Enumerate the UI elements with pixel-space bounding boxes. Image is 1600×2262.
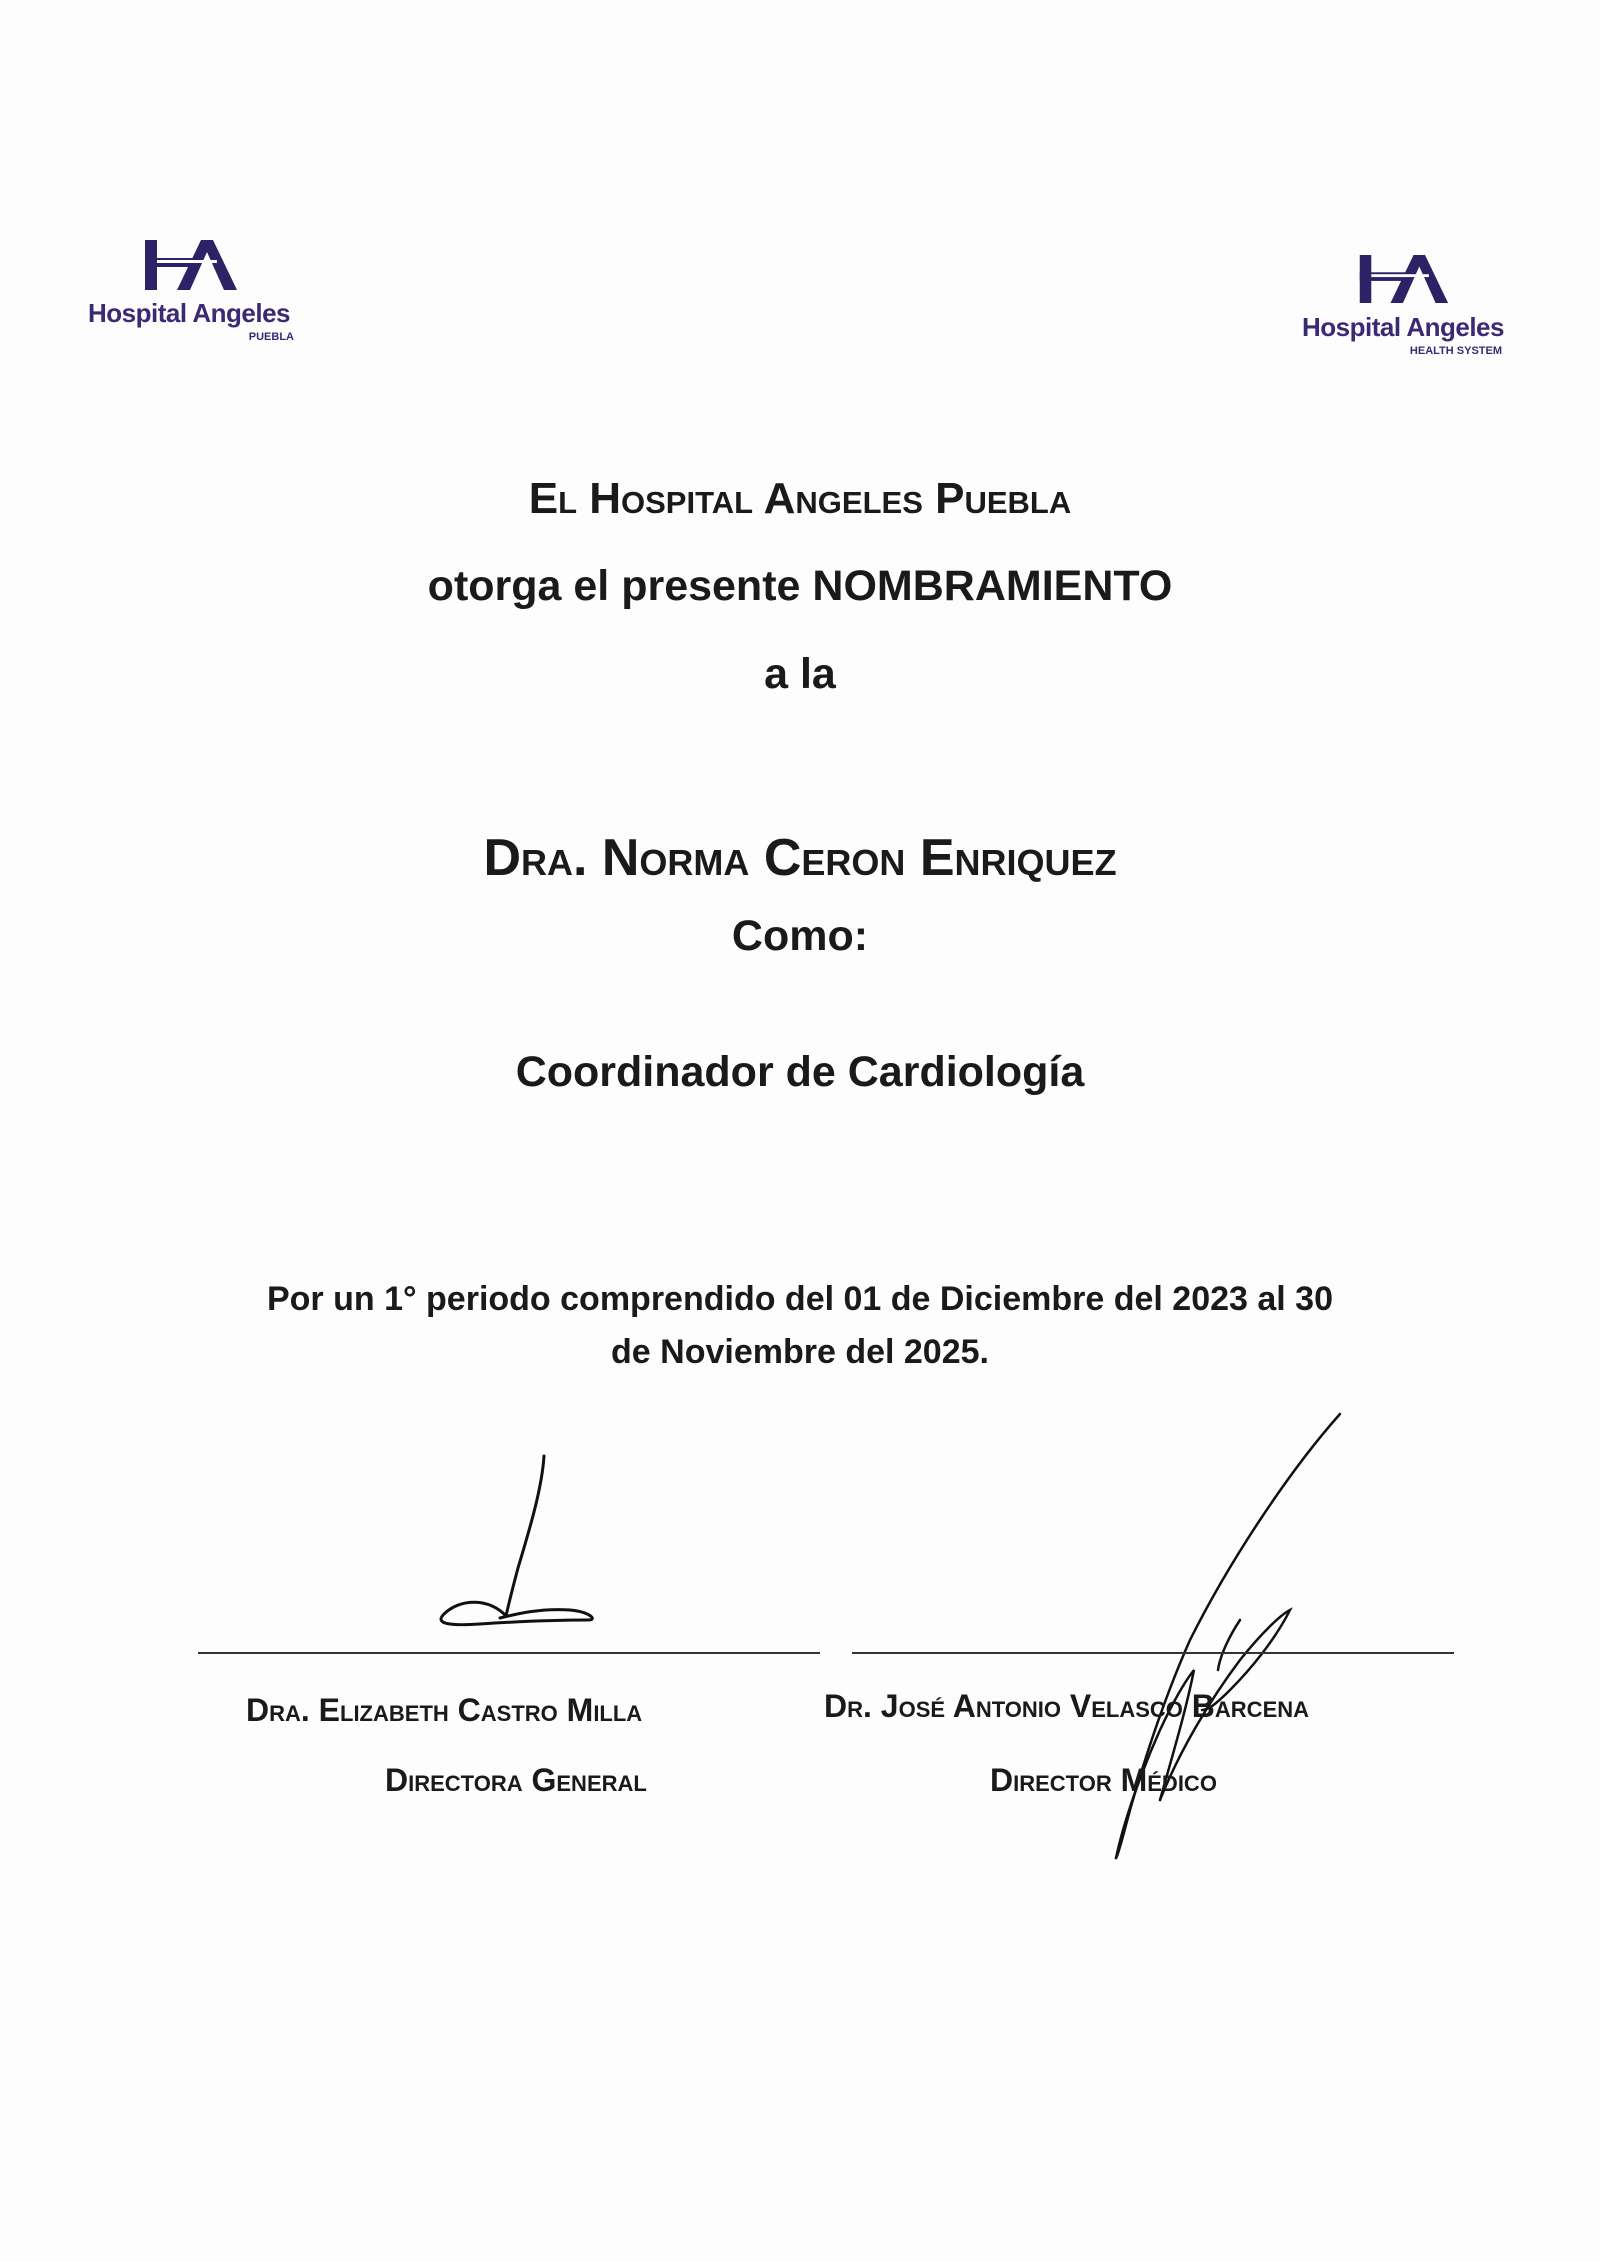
appointment-position: Coordinador de Cardiología: [515, 1048, 1085, 1096]
logo-brand-text: Hospital Angeles: [88, 298, 290, 328]
to-line: a la: [764, 650, 836, 698]
logo-hospital-angeles-puebla: [84, 238, 294, 343]
period-line-2: de Noviembre del 2025.: [611, 1333, 989, 1371]
logo-sub-text: HEALTH SYSTEM: [1409, 345, 1502, 357]
grant-line-document-type: NOMBRAMIENTO: [812, 562, 1173, 610]
grant-line-prefix: otorga el presente: [427, 562, 813, 610]
logo-sub-text: PUEBLA: [248, 331, 294, 343]
signatory-name-right: Dr. José Antonio Velasco Barcena: [824, 1688, 1310, 1724]
ha-logo-icon: [139, 238, 239, 292]
logo-brand-text: Hospital Angeles: [1302, 312, 1504, 342]
period-line-1: Por un 1° periodo comprendido del 01 de Diciembre del 2023 al 30: [266, 1280, 1334, 1318]
signature-line-left: [198, 1652, 820, 1654]
logo-hospital-angeles-health-system: [1302, 252, 1502, 357]
grant-line: [0, 562, 1600, 611]
recipient-name: Dra. Norma Ceron Enriquez: [483, 829, 1117, 887]
ha-logo-icon: [1354, 252, 1450, 306]
como-label: Como:: [731, 912, 869, 960]
signature-left-icon: [420, 1448, 600, 1638]
signature-line-right: [852, 1652, 1454, 1654]
signatory-role-left: Directora General: [385, 1762, 647, 1798]
signature-right-icon: [1090, 1410, 1350, 1870]
signatory-role-right: Director Médico: [990, 1762, 1217, 1798]
signatory-name-left: Dra. Elizabeth Castro Milla: [246, 1692, 643, 1728]
hospital-title: El Hospital Angeles Puebla: [528, 474, 1072, 523]
